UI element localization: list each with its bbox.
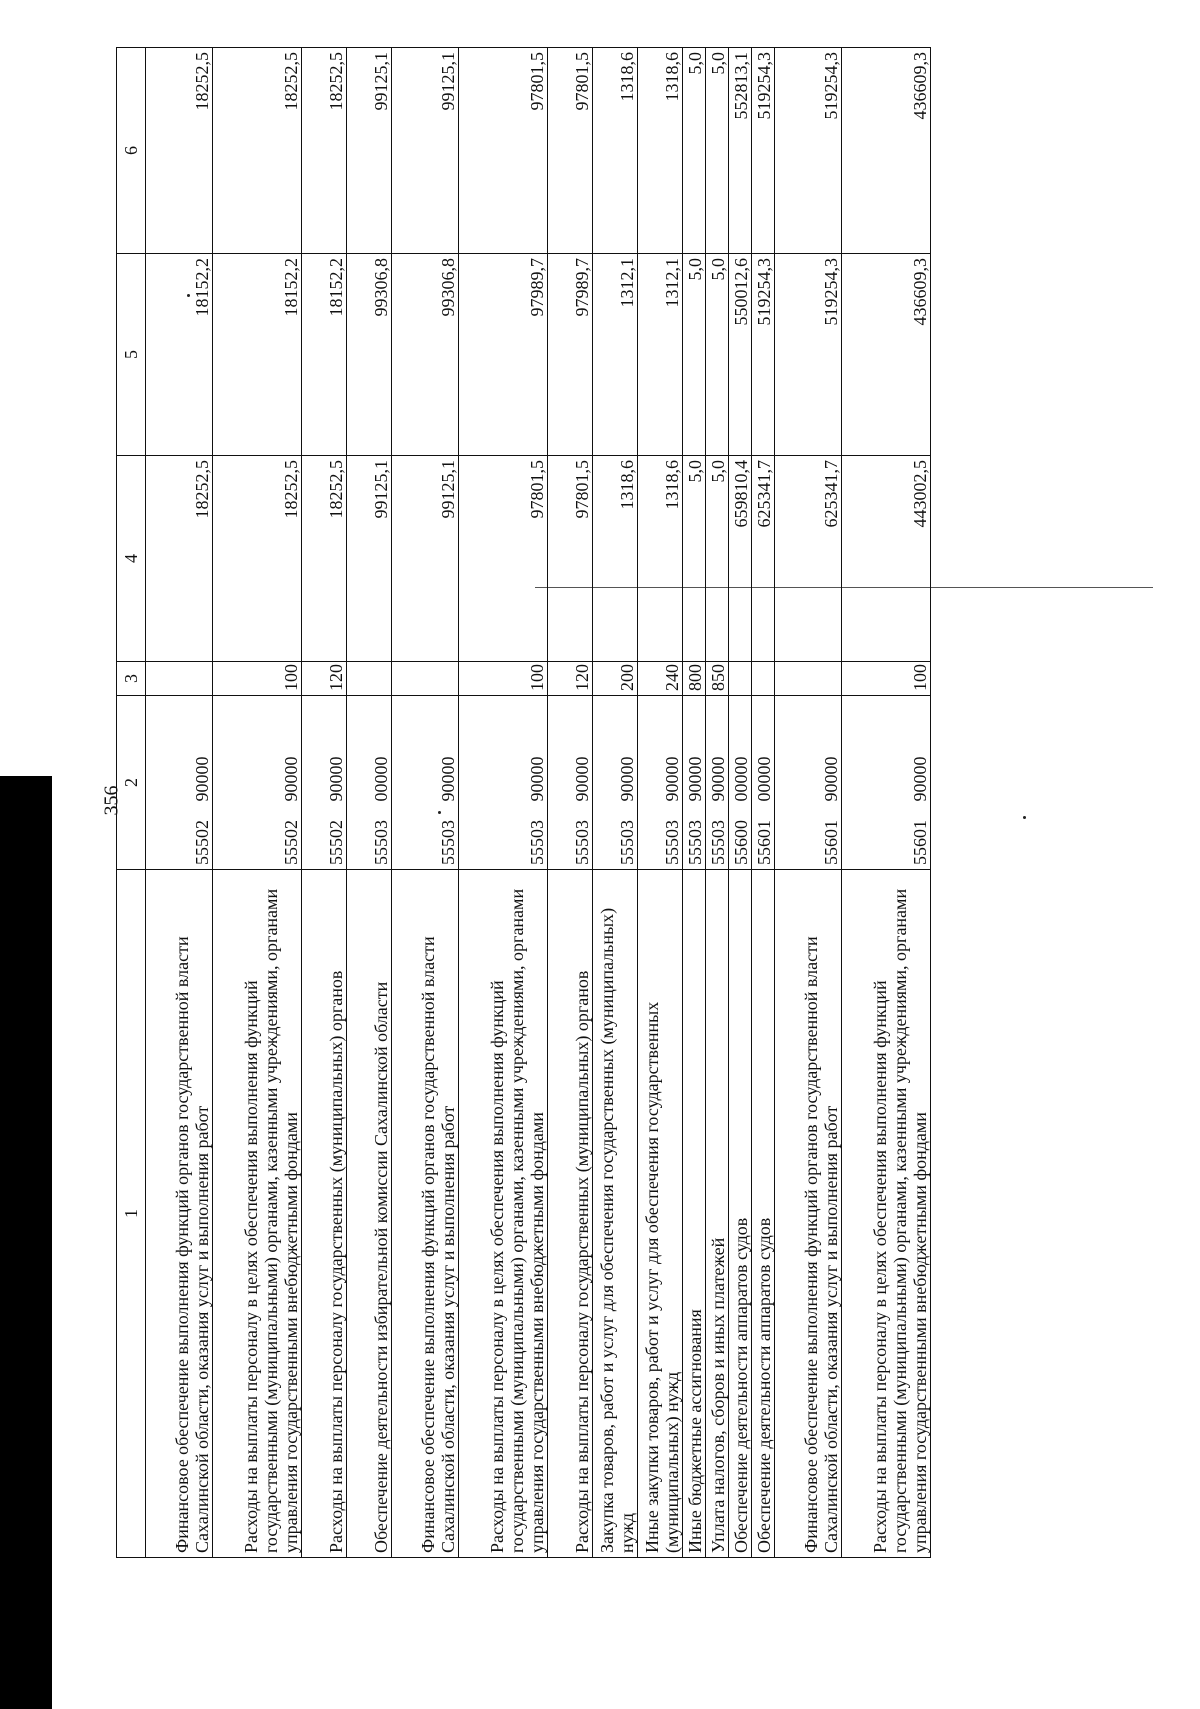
row-value-col4: 5,0 <box>683 456 706 662</box>
row-value-col5: 5,0 <box>706 254 729 456</box>
row-code: 55503 00000 <box>347 696 392 870</box>
row-value-col6: 519254,3 <box>775 48 842 254</box>
row-value-col4: 1318,6 <box>593 456 638 662</box>
row-value-col5: 97989,7 <box>548 254 593 456</box>
column-number: 6 <box>117 48 146 254</box>
budget-table <box>116 47 931 1558</box>
row-value-col4: 18252,5 <box>302 456 347 662</box>
row-code: 55600 00000 <box>729 696 752 870</box>
table-row <box>302 48 347 1558</box>
row-code: 55503 90000 <box>392 696 459 870</box>
row-code: 55503 90000 <box>459 696 548 870</box>
row-value-col6: 1318,6 <box>638 48 683 254</box>
column-number: 4 <box>117 456 146 662</box>
row-code: 55502 90000 <box>213 696 302 870</box>
row-value-col4: 18252,5 <box>146 456 213 662</box>
table-row <box>638 48 683 1558</box>
row-value-col4: 99125,1 <box>392 456 459 662</box>
table-row <box>459 48 548 1558</box>
row-value-col4: 625341,7 <box>752 456 775 662</box>
row-code: 55502 90000 <box>302 696 347 870</box>
row-value-col5: 5,0 <box>683 254 706 456</box>
table-row <box>593 48 638 1558</box>
row-description: Уплата налогов, сборов и иных платежей <box>706 870 729 1558</box>
row-type <box>775 662 842 696</box>
row-value-col4: 18252,5 <box>213 456 302 662</box>
row-type: 800 <box>683 662 706 696</box>
row-value-col5: 436609,3 <box>842 254 931 456</box>
row-value-col5: 519254,3 <box>752 254 775 456</box>
row-code: 55503 90000 <box>638 696 683 870</box>
row-value-col4: 99125,1 <box>347 456 392 662</box>
row-value-col4: 659810,4 <box>729 456 752 662</box>
row-code: 55503 90000 <box>593 696 638 870</box>
row-value-col4: 443002,5 <box>842 456 931 662</box>
row-code: 55601 00000 <box>752 696 775 870</box>
row-description: Расходы на выплаты персоналу в целях обеспечения выполнения функций государственными (муниципальными) органами, казенными учреждениями, органами управления государственными внебюджетными фондами <box>459 870 548 1558</box>
row-code: 55503 90000 <box>706 696 729 870</box>
row-value-col6: 97801,5 <box>459 48 548 254</box>
table-row <box>775 48 842 1558</box>
row-description: Финансовое обеспечение выполнения функций органов государственной власти Сахалинской области, оказания услуг и выполнения работ <box>775 870 842 1558</box>
table-row <box>392 48 459 1558</box>
row-value-col4: 625341,7 <box>775 456 842 662</box>
row-description: Иные закупки товаров, работ и услуг для обеспечения государственных (муниципальных) нужд <box>638 870 683 1558</box>
row-description: Обеспечение деятельности аппаратов судов <box>729 870 752 1558</box>
table-row <box>683 48 706 1558</box>
row-type: 200 <box>593 662 638 696</box>
row-type: 120 <box>548 662 593 696</box>
row-value-col6: 552813,1 <box>729 48 752 254</box>
column-number: 5 <box>117 254 146 456</box>
row-value-col4: 97801,5 <box>459 456 548 662</box>
row-description: Финансовое обеспечение выполнения функций органов государственной власти Сахалинской области, оказания услуг и выполнения работ <box>146 870 213 1558</box>
table-row <box>146 48 213 1558</box>
row-value-col6: 1318,6 <box>593 48 638 254</box>
row-value-col6: 97801,5 <box>548 48 593 254</box>
row-value-col6: 18252,5 <box>213 48 302 254</box>
row-description: Иные бюджетные ассигнования <box>683 870 706 1558</box>
row-type: 120 <box>302 662 347 696</box>
row-value-col5: 18152,2 <box>302 254 347 456</box>
row-description: Обеспечение деятельности избирательной комиссии Сахалинской области <box>347 870 392 1558</box>
column-number: 3 <box>117 662 146 696</box>
row-type: 850 <box>706 662 729 696</box>
table-row <box>842 48 931 1558</box>
scan-edge-black-bar <box>0 776 52 1709</box>
row-code: 55601 90000 <box>775 696 842 870</box>
table-row <box>548 48 593 1558</box>
row-value-col5: 18152,2 <box>213 254 302 456</box>
row-type: 100 <box>459 662 548 696</box>
row-type <box>752 662 775 696</box>
row-value-col6: 5,0 <box>706 48 729 254</box>
column-number: 2 <box>117 696 146 870</box>
row-value-col5: 550012,6 <box>729 254 752 456</box>
row-value-col5: 97989,7 <box>459 254 548 456</box>
row-value-col4: 97801,5 <box>548 456 593 662</box>
column-number-row <box>117 48 146 1558</box>
row-type: 240 <box>638 662 683 696</box>
table-row <box>213 48 302 1558</box>
table-row <box>752 48 775 1558</box>
row-value-col6: 5,0 <box>683 48 706 254</box>
table-row <box>347 48 392 1558</box>
table-row <box>706 48 729 1558</box>
row-type <box>146 662 213 696</box>
row-value-col5: 1312,1 <box>638 254 683 456</box>
row-value-col5: 1312,1 <box>593 254 638 456</box>
row-description: Расходы на выплаты персоналу государственных (муниципальных) органов <box>302 870 347 1558</box>
row-description: Расходы на выплаты персоналу в целях обеспечения выполнения функций государственными (муниципальными) органами, казенными учреждениями, органами управления государственными внебюджетными фондами <box>213 870 302 1558</box>
row-type <box>347 662 392 696</box>
row-value-col5: 99306,8 <box>347 254 392 456</box>
table-row <box>729 48 752 1558</box>
row-description: Расходы на выплаты персоналу в целях обеспечения выполнения функций государственными (муниципальными) органами, казенными учреждениями, органами управления государственными внебюджетными фондами <box>842 870 931 1558</box>
row-type <box>392 662 459 696</box>
page-number: 356 <box>100 785 123 816</box>
row-value-col6: 99125,1 <box>347 48 392 254</box>
column-number: 1 <box>117 870 146 1558</box>
row-description: Обеспечение деятельности аппаратов судов <box>752 870 775 1558</box>
row-value-col6: 519254,3 <box>752 48 775 254</box>
row-description: Финансовое обеспечение выполнения функций органов государственной власти Сахалинской области, оказания услуг и выполнения работ <box>392 870 459 1558</box>
row-value-col6: 436609,3 <box>842 48 931 254</box>
row-value-col5: 519254,3 <box>775 254 842 456</box>
row-value-col4: 1318,6 <box>638 456 683 662</box>
row-value-col6: 18252,5 <box>146 48 213 254</box>
row-type: 100 <box>842 662 931 696</box>
row-code: 55503 90000 <box>548 696 593 870</box>
row-value-col5: 18152,2 <box>146 254 213 456</box>
row-type <box>729 662 752 696</box>
row-description: Закупка товаров, работ и услуг для обеспечения государственных (муниципальных) нужд <box>593 870 638 1558</box>
budget-table-wrapper <box>116 48 1151 1558</box>
row-description: Расходы на выплаты персоналу государственных (муниципальных) органов <box>548 870 593 1558</box>
row-code: 55503 90000 <box>683 696 706 870</box>
row-code: 55601 90000 <box>842 696 931 870</box>
row-type: 100 <box>213 662 302 696</box>
row-code: 55502 90000 <box>146 696 213 870</box>
row-value-col5: 99306,8 <box>392 254 459 456</box>
row-value-col6: 99125,1 <box>392 48 459 254</box>
row-value-col4: 5,0 <box>706 456 729 662</box>
row-value-col6: 18252,5 <box>302 48 347 254</box>
